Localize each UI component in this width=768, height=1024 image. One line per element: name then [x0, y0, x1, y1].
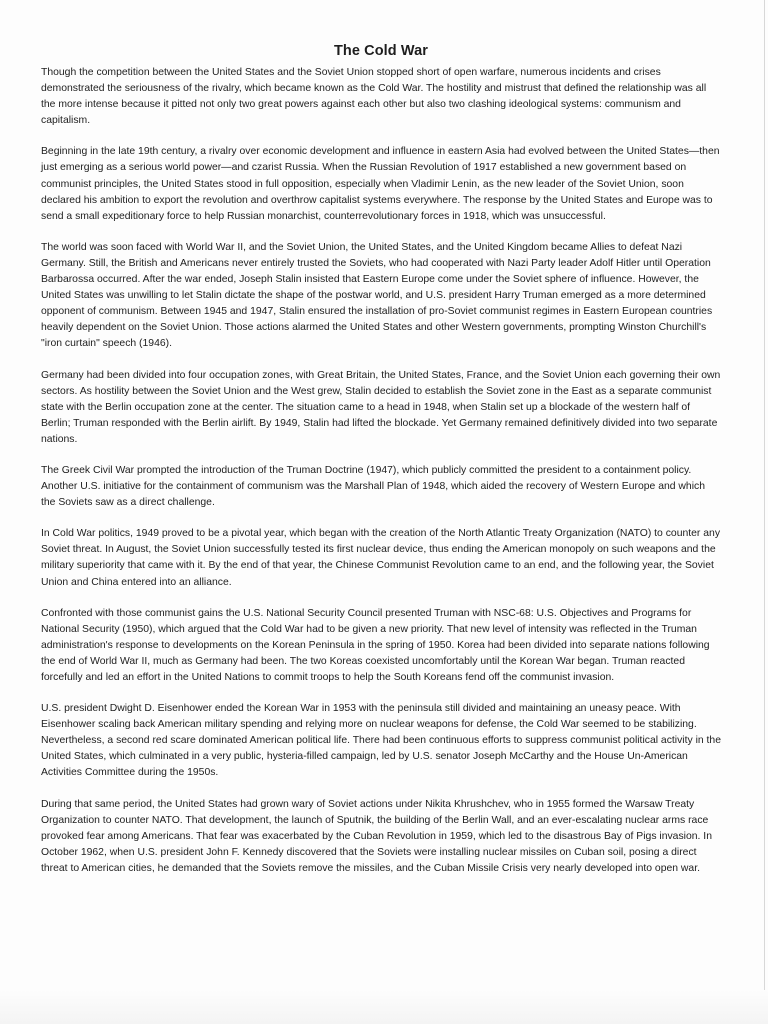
page-edge [764, 0, 765, 1024]
paragraph-world-war-ii: The world was soon faced with World War II, and the Soviet Union, the United States, and the United Kingdom became Allies to defeat Nazi Germany. Still, the British and Americans never entirely trusted the Soviets, who had cooperated with Nazi Party leader Adolf Hitler until Operation Barbarossa occurred. After the war ended, Joseph Stalin insisted that Eastern Europe come under the Soviet sphere of influence. However, the United States was unwilling to let Stalin dictate the shape of the postwar world, and U.S. president Harry Truman emerged as a more determined opponent of communism. Between 1945 and 1947, Stalin ensured the installation of pro-Soviet communist regimes in Eastern European countries heavily dependent on the Soviet Union. Those actions alarmed the United States and other Western governments, prompting Winston Churchill's "iron curtain" speech (1946). [41, 241, 713, 350]
paragraph-khrushchev-cuba: During that same period, the United States had grown wary of Soviet actions under Nikita Khrushchev, who in 1955 formed the Warsaw Treaty Organization to counter NATO. That development, the launch of Sputnik, the building of the Berlin Wall, and an ever-escalating nuclear arms race provoked fear among Americans. That fear was exacerbated by the Cuban Revolution in 1959, which led to the disastrous Bay of Pigs invasion. In October 1962, when U.S. president John F. Kennedy discovered that the Soviets were installing nuclear missiles on Cuban soil, posing a direct threat to American cities, he demanded that the Soviets remove the missiles, and the Cuban Missile Crisis very nearly developed into open war. [41, 798, 712, 874]
document-body [41, 42, 721, 892]
paragraph-1949: In Cold War politics, 1949 proved to be a pivotal year, which began with the creation of the North Atlantic Treaty Organization (NATO) to counter any Soviet threat. In August, the Soviet Union successfully tested its first nuclear device, thus ending the American monopoly on such weapons and the military superiority that came with it. By the end of that year, the Chinese Communist Revolution came to an end, and the following year, the Soviet Union and China entered into an alliance. [41, 528, 721, 588]
paragraph-intro: Though the competition between the United States and the Soviet Union stopped short of open warfare, numerous incidents and crises demonstrated the seriousness of the rivalry, which became known as the Cold War. The hostility and mistrust that defined the relationship was all the more intense because it pitted not only two great powers against each other but also two clashing ideological systems: communism and capitalism. [41, 67, 707, 127]
paragraph-germany: Germany had been divided into four occupation zones, with Great Britain, the United States, France, and the Soviet Union each governing their own sectors. As hostility between the Soviet Union and the West grew, Stalin decided to establish the Soviet zone in the East as a separate communist state with the Berlin occupation zone at the center. The situation came to a head in 1948, when Stalin set up a blockade of the western half of Berlin; Truman responded with the Berlin airlift. By 1949, Stalin had lifted the blockade. Yet Germany remained definitively divided into two separate nations. [41, 369, 721, 445]
paragraph-truman-doctrine: The Greek Civil War prompted the introduction of the Truman Doctrine (1947), which publicly committed the president to a containment policy. Another U.S. initiative for the containment of communism was the Marshall Plan of 1948, which aided the recovery of Western Europe and which the Soviets saw as a direct challenge. [41, 464, 705, 509]
page-bottom-shadow [0, 990, 768, 1024]
document-title: The Cold War [333, 43, 429, 59]
paragraph-nsc-68-korea: Confronted with those communist gains the U.S. National Security Council presented Truman with NSC-68: U.S. Objectives and Programs for National Security (1950), which argued that the Cold War had to be given a new priority. That new level of intensity was reflected in the Truman administration's response to developments on the Korean Peninsula in the spring of 1950. Korea had been divided into separate nations following the end of World War II, much as Germany had been. The two Koreas coexisted uncomfortably until the Korean War began. Truman reacted forcefully and led an effort in the United Nations to commit troops to help the South Koreans fend off the communist invasion. [41, 607, 710, 683]
paragraph-eisenhower: U.S. president Dwight D. Eisenhower ended the Korean War in 1953 with the peninsula still divided and maintaining an uneasy peace. With Eisenhower scaling back American military spending and relying more on nuclear weapons for defense, the Cold War seemed to be stabilizing. Nevertheless, a second red scare dominated American political life. There had been continuous efforts to suppress communist political activity in the United States, which culminated in a very public, hysteria-filled campaign, led by U.S. senator Joseph McCarthy and the House Un-American Activities Committee during the 1950s. [41, 703, 721, 779]
paragraph-origins: Beginning in the late 19th century, a rivalry over economic development and influence in eastern Asia had evolved between the United States—then just emerging as a serious world power—and czarist Russia. When the Russian Revolution of 1917 established a new government based on communist principles, the United States stood in full opposition, especially when Vladimir Lenin, as the new leader of the Soviet Union, soon declared his ambition to export the revolution and overthrow capitalist systems everywhere. The response by the United States and Europe was to send a small expeditionary force to help Russian monarchist, counterrevolutionary forces in 1918, which was unsuccessful. [41, 146, 720, 222]
